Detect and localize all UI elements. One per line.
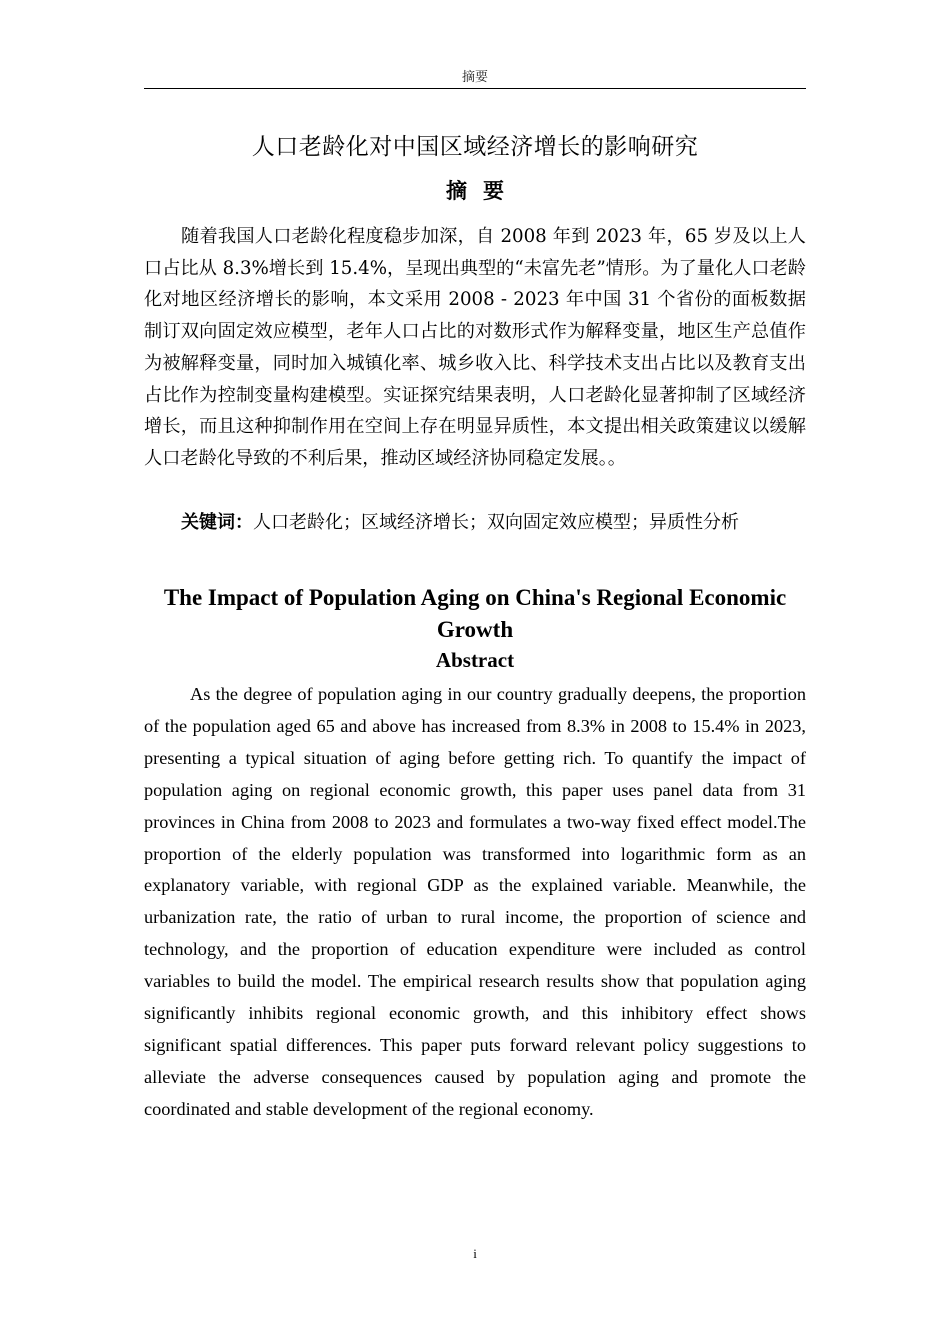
- page-number: i: [473, 1246, 477, 1261]
- english-abstract-heading: Abstract: [435, 648, 515, 672]
- english-abstract-body: As the degree of population aging in our country gradually deepens, the proportion of the population aged 65 and above has increased from 8.3% in 2008 to 15.4% in 2023, presenting a typical situation of aging before getting rich. To quantify the impact of population aging on regional economic growth, this paper uses panel data from 31 provinces in China from 2008 to 2023 and formulates a two-way fixed effect model.The proportion of the elderly population was transformed into logarithmic form as an explanatory variable, with regional GDP as the explained variable. Meanwhile, the urbanization rate, the ratio of urban to rural income, the proportion of science and technology, and the proportion of education expenditure were included as control variables to build the model. The empirical research results show that population aging significantly inhibits regional economic growth, and this inhibitory effect shows significant spatial differences. This paper puts forward relevant policy suggestions to alleviate the adverse consequences caused by population aging and promote the coordinated and stable development of the regional economy.: [144, 684, 806, 1119]
- chinese-abstract-body: 随着我国人口老龄化程度稳步加深，自 2008 年到 2023 年，65 岁及以上人口占比从 8.3%增长到 15.4%，呈现出典型的“未富先老”情形。为了量化人口老龄化对地区经济增长的影响，本文采用 2008 - 2023 年中国 31 个省份的面板数据制订双向固定效应模型，老年人口占比的对数形式作为解释变量，地区生产总值作为被解释变量，同时加入城镇化率、城乡收入比、科学技术支出占比以及教育支出占比作为控制变量构建模型。实证探究结果表明，人口老龄化显著抑制了区域经济增长，而且这种抑制作用在空间上存在明显异质性，本文提出相关政策建议以缓解人口老龄化导致的不利后果，推动区域经济协同稳定发展。。: [144, 226, 806, 469]
- keywords-list: 人口老龄化；区域经济增长；双向固定效应模型；异质性分析: [253, 512, 739, 533]
- header-divider: [144, 88, 806, 89]
- running-header: 摘要: [461, 70, 488, 85]
- chinese-title: 人口老龄化对中国区域经济增长的影响研究: [251, 134, 699, 160]
- chinese-abstract-heading: 摘要: [446, 179, 520, 203]
- keywords-line: [181, 508, 806, 534]
- keywords-label: 关键词：: [181, 512, 253, 533]
- english-title: The Impact of Population Aging on China's Regional Economic Growth: [163, 585, 787, 642]
